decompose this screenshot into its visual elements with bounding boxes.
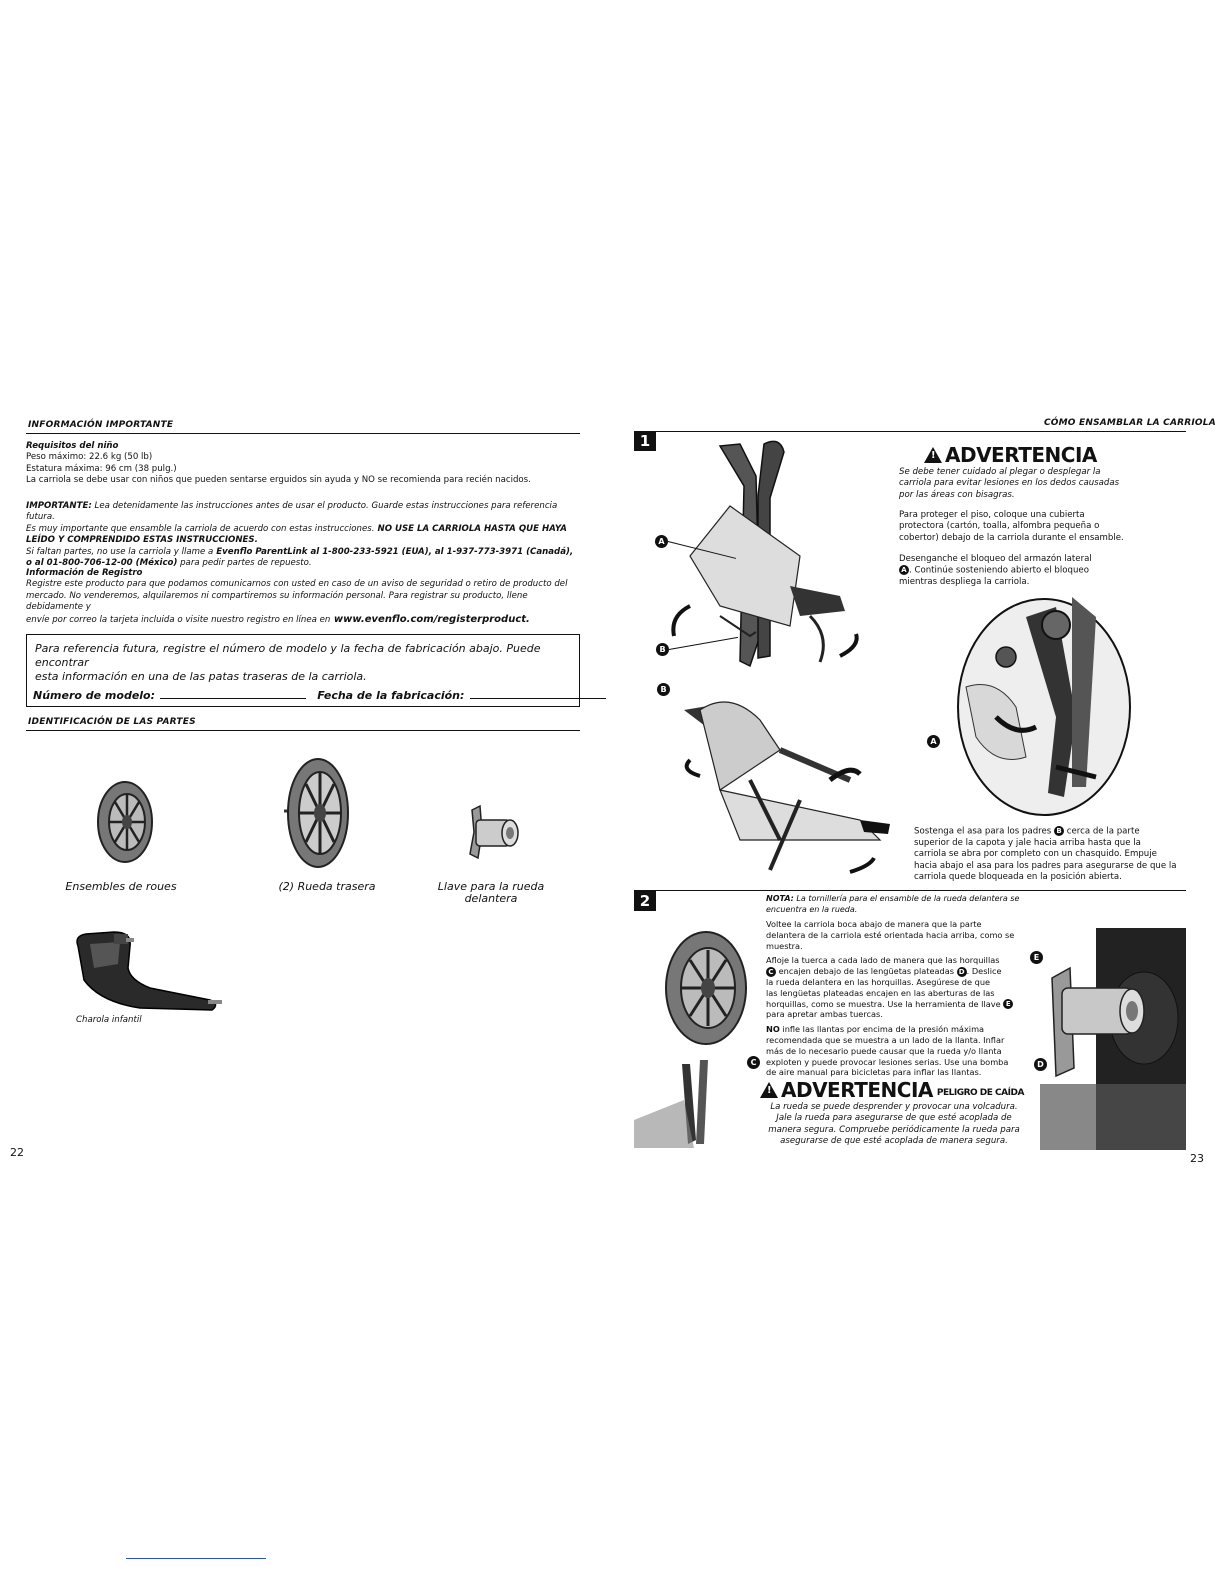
text-line: hacia abajo el asa para los padres para asegurarse de que la <box>914 860 1177 871</box>
label-c-marker: C <box>747 1056 760 1069</box>
important-line2: Es muy importante que ensamble la carriola de acuerdo con estas instrucciones. <box>26 523 375 534</box>
text-line: manera segura. Compruebe periódicamente la rueda para <box>768 1124 1020 1135</box>
fall-hazard-label: PELIGRO DE CAÍDA <box>936 1088 1024 1098</box>
unfolded-stroller-illustration <box>660 690 900 890</box>
assembly-instructions <box>766 919 1034 1078</box>
text-line: recomendada que se muestra a un lado de la llanta. Inflar <box>766 1034 1005 1045</box>
height-text: Estatura máxima: 96 cm (38 pulg.) <box>26 463 177 474</box>
ref-line1: Para referencia futura, registre el número de modelo y la fecha de fabricación abajo. Puede encontrar <box>35 642 541 669</box>
usage-text: La carriola se debe usar con niños que pueden sentarse erguidos sin ayuda y NO se recomienda para recién nacidos. <box>26 475 531 486</box>
label-e-marker: E <box>1030 951 1043 964</box>
part-caption-key <box>426 881 556 905</box>
key-caption-line2: delantera <box>464 892 518 905</box>
unlock-line1: Desenganche el bloqueo del armazón lateral <box>899 554 1092 564</box>
handle-text <box>914 826 1184 884</box>
missing-parts-bold: Evenflo ParentLink al 1-800-233-5921 (EUA), al 1-937-773-3971 (Canadá), <box>213 546 574 557</box>
note-text <box>766 894 1036 915</box>
text-line: muestra. <box>766 940 803 951</box>
note-line1: La tornillería para el ensamble de la rueda delantera se <box>793 894 1020 903</box>
child-requirements <box>26 441 586 487</box>
label-a-detail-marker: A <box>927 735 940 748</box>
unlock-line3: mientras despliega la carriola. <box>899 577 1030 588</box>
missing-parts-2: para pedir partes de repuesto. <box>177 558 312 569</box>
rear-wheel-illustration <box>282 756 352 870</box>
text-line: exploten y puede provocar lesiones serias. Use una bomba <box>766 1056 1009 1067</box>
wheel-hub-detail-illustration <box>1040 928 1186 1150</box>
warning-icon: ! <box>760 1082 778 1098</box>
text-line: delantera de la carriola esté orientada hacia arriba, como se <box>766 929 1015 940</box>
circle-c-icon: C <box>766 967 776 977</box>
frame-lock-detail-illustration <box>956 597 1132 817</box>
text-line: más de lo necesario puede causar que la rueda y/o llanta <box>766 1045 1002 1056</box>
circle-e-icon: E <box>1003 999 1013 1009</box>
important-text: Lea detenidamente las instrucciones antes de usar el producto. Guarde estas instrucciones para referencia futura. <box>26 501 558 523</box>
divider <box>26 730 580 731</box>
warning-text <box>899 467 1169 501</box>
divider <box>634 431 1186 432</box>
loosen-line6: para apretar ambas tuercas. <box>766 1009 883 1020</box>
unlock-line2: . Continúe sosteniendo abierto el bloqueo <box>909 565 1089 576</box>
text-line: asegurarse de que esté acoplada de manera segura. <box>780 1136 1008 1147</box>
ref-line2: esta información en una de las patas traseras de la carriola. <box>35 670 367 683</box>
text-line: la rueda delantera en las horquillas. Asegúrese de que <box>766 976 991 987</box>
note-label: NOTA: <box>766 894 794 903</box>
label-a-marker: A <box>655 535 668 548</box>
loosen-line2-end: . Deslice <box>966 966 1002 977</box>
front-wheel-key-illustration <box>462 804 524 862</box>
text-line: carriola se abra por completo con un chasquido. Empuje <box>914 849 1157 860</box>
unlock-text <box>899 554 1179 589</box>
left-page-number: 22 <box>10 1146 24 1159</box>
label-b-handle-marker: B <box>657 683 670 696</box>
warning-line: por las áreas con bisagras. <box>899 489 1015 500</box>
text-line: Voltee la carriola boca abajo de manera que la parte <box>766 919 982 929</box>
key-caption-line1: Llave para la rueda <box>437 880 545 893</box>
left-section-title: INFORMACIÓN IMPORTANTE <box>28 420 174 430</box>
text-line: las lengüetas plateadas encajen en las aberturas de las <box>766 987 995 998</box>
step-2-number: 2 <box>634 891 656 911</box>
reg-title: Información de Registro <box>26 568 143 578</box>
text-line: protectora (cartón, toalla, alfombra pequeña o <box>899 521 1100 532</box>
circle-b-icon: B <box>1054 826 1064 836</box>
important-bold: NO USE LA CARRIOLA HASTA QUE HAYA <box>374 523 567 534</box>
loosen-line5: horquillas, como se muestra. Use la herramienta de llave <box>766 998 1001 1009</box>
handle-line1-end: cerca de la parte <box>1064 826 1140 837</box>
warning-word-2: ADVERTENCIA <box>781 1078 933 1102</box>
text-line: Para proteger el piso, coloque una cubierta <box>899 510 1085 520</box>
text-line: cobertor) debajo de la carriola durante el ensamble. <box>899 532 1124 543</box>
handle-line1: Sostenga el asa para los padres <box>914 826 1052 837</box>
model-date-fields <box>33 684 606 703</box>
divider <box>126 1558 266 1559</box>
right-page-number: 23 <box>1190 1152 1204 1165</box>
reference-text <box>35 642 575 684</box>
important-block <box>26 501 586 569</box>
warning-icon: ! <box>924 447 942 463</box>
circle-a-icon: A <box>899 565 909 575</box>
reg-url[interactable]: www.evenflo.com/registerproduct. <box>330 613 530 625</box>
weight-text: Peso máximo: 22.6 kg (50 lb) <box>26 452 153 463</box>
registration-block <box>26 568 586 626</box>
child-tray-illustration <box>70 928 230 1012</box>
floor-protect-text <box>899 510 1179 544</box>
model-input-line[interactable] <box>160 689 306 699</box>
missing-parts-1: Si faltan partes, no use la carriola y llame a <box>26 546 214 557</box>
date-input-line[interactable] <box>470 689 606 699</box>
warning-line: carriola para evitar lesiones en los dedos causadas <box>899 478 1120 489</box>
no-text: infle las llantas por encima de la presión máxima <box>779 1024 985 1035</box>
warning-line: Se debe tener cuidado al plegar o desplegar la <box>899 467 1101 477</box>
loosen-line2: encajen debajo de las lengüetas plateadas <box>776 966 955 977</box>
right-section-title: CÓMO ENSAMBLAR LA CARRIOLA <box>1044 418 1216 428</box>
important-label: IMPORTANTE: <box>26 501 92 511</box>
important-bold2: LEÍDO Y COMPRENDIDO ESTAS INSTRUCCIONES. <box>26 535 258 546</box>
part-caption-wheels: Ensembles de roues <box>65 880 177 893</box>
part-caption-rear-wheel: (2) Rueda trasera <box>278 880 376 893</box>
label-d-marker: D <box>1034 1058 1047 1071</box>
date-label: Fecha de la fabricación: <box>317 689 465 702</box>
part-caption-tray: Charola infantil <box>76 1015 142 1025</box>
reference-box <box>26 634 580 707</box>
warning-word: ADVERTENCIA <box>945 443 1097 467</box>
no-label: NO <box>766 1024 780 1035</box>
label-b-marker: B <box>656 643 669 656</box>
reg-line1: Registre este producto para que podamos comunicarnos con usted en caso de un aviso de seguridad o retiro de producto del <box>26 579 568 590</box>
text-line: de aire manual para bicicletas para inflar las llantas. <box>766 1067 982 1078</box>
child-req-title: Requisitos del niño <box>26 441 119 451</box>
fall-hazard-heading <box>760 1078 1024 1102</box>
missing-parts-bold2: o al 01-800-706-12-00 (México) <box>26 558 178 569</box>
divider <box>26 433 580 434</box>
fall-hazard-text <box>760 1102 1028 1148</box>
folded-stroller-illustration <box>660 436 870 676</box>
text-line: Jale la rueda para asegurarse de que esté acoplada de <box>776 1113 1012 1124</box>
circle-d-icon: D <box>957 967 967 977</box>
reg-line3: envíe por correo la tarjeta incluida o visite nuestro registro en línea en <box>26 614 331 625</box>
text-line: superior de la capota y jale hacia arriba hasta que la <box>914 837 1141 848</box>
front-wheel-forks-illustration <box>634 920 754 1150</box>
reg-line2: mercado. No venderemos, alquilaremos ni compartiremos su información personal. Para registrar su producto, llene debidamente y <box>26 590 528 613</box>
step-1-number: 1 <box>634 431 656 451</box>
text-line: La rueda se puede desprender y provocar una volcadura. <box>770 1102 1018 1112</box>
text-line: carriola quede bloqueada en la posición abierta. <box>914 872 1122 883</box>
note-line2: encuentra en la rueda. <box>766 904 858 914</box>
divider <box>634 890 1186 891</box>
model-label: Número de modelo: <box>33 689 156 702</box>
parts-title: IDENTIFICACIÓN DE LAS PARTES <box>28 717 196 727</box>
warning-heading <box>924 443 1097 467</box>
loosen-line1: Afloje la tuerca a cada lado de manera que las horquillas <box>766 955 1000 966</box>
wheel-assembly-illustration <box>94 780 156 864</box>
